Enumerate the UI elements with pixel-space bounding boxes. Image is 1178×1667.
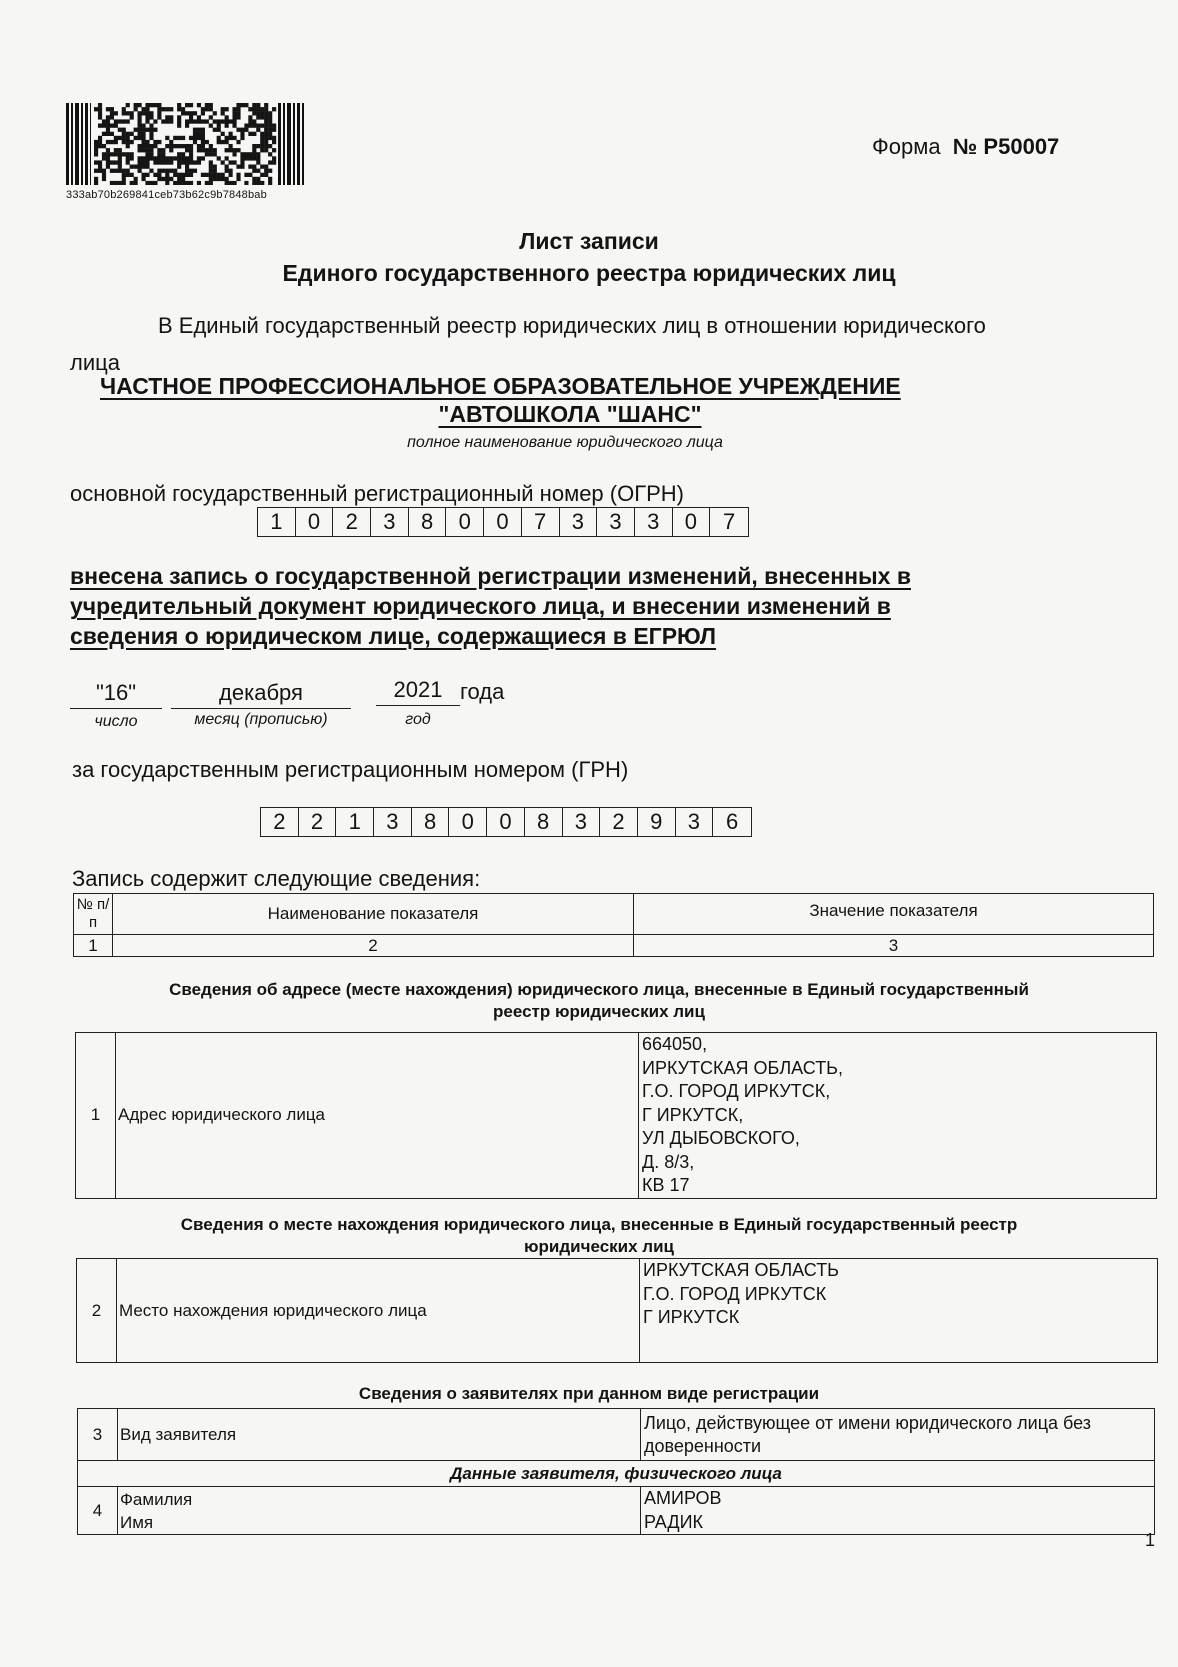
ogrn-digit: 0: [446, 508, 484, 536]
grn-digit: 3: [374, 808, 412, 836]
applicant-type-name: Вид заявителя: [118, 1409, 641, 1461]
date-year: 2021: [376, 677, 460, 706]
col-value-index: 3: [634, 935, 1154, 957]
applicant-name-labels: [118, 1487, 641, 1535]
applicant-surname-value: АМИРОВ: [644, 1488, 722, 1508]
section-location-title: [60, 1214, 1138, 1258]
entity-name-caption: полное наименование юридического лица: [407, 434, 723, 451]
ogrn-label: основной государственный регистрационный номер (ОГРН): [70, 481, 685, 506]
applicant-data-subheader: Данные заявителя, физического лица: [78, 1461, 1155, 1487]
page-number: 1: [1145, 1530, 1156, 1550]
location-table: [76, 1258, 1158, 1363]
grn-digit: 8: [412, 808, 450, 836]
applicant-type-num: 3: [78, 1409, 118, 1461]
form-label: Форма: [872, 134, 941, 159]
ogrn-digit: 1: [258, 508, 296, 536]
grn-digit: 1: [336, 808, 374, 836]
col-value-header: Значение показателя: [634, 894, 1154, 935]
ogrn-digit: 8: [409, 508, 447, 536]
form-number: [872, 134, 1059, 160]
ogrn-digit: 3: [635, 508, 673, 536]
location-value-list: [640, 1259, 1157, 1330]
address-row-name: Адрес юридического лица: [116, 1033, 639, 1199]
table-intro: Запись содержит следующие сведения:: [72, 866, 481, 891]
ogrn-digit: 0: [296, 508, 334, 536]
col-name-header: Наименование показателя: [113, 894, 634, 935]
applicants-table: [77, 1408, 1155, 1535]
applicant-type-value-line1: Лицо, действующее от имени юридического лица без: [644, 1412, 1092, 1433]
barcode-image: [66, 103, 304, 185]
applicant-surname-label: Фамилия: [120, 1489, 193, 1509]
address-value-line: Г ИРКУТСК,: [642, 1104, 744, 1125]
location-row-name: Место нахождения юридического лица: [117, 1259, 640, 1363]
address-value-line: Г.О. ГОРОД ИРКУТСК,: [642, 1081, 831, 1101]
applicant-name-values: [641, 1487, 1155, 1535]
address-value-line: УЛ ДЫБОВСКОГО,: [642, 1128, 800, 1148]
ogrn-digit: 0: [673, 508, 711, 536]
applicant-type-value-line2: доверенности: [644, 1436, 762, 1456]
address-value-list: [639, 1033, 1156, 1198]
ogrn-digit: 2: [333, 508, 371, 536]
grn-digit: 2: [261, 808, 299, 836]
location-row-values: [640, 1259, 1158, 1363]
ogrn-digit: 0: [484, 508, 522, 536]
header-table: [73, 893, 1154, 957]
grn-digit: 3: [676, 808, 714, 836]
grn-digit: 0: [449, 808, 487, 836]
location-row-num: 2: [77, 1259, 117, 1363]
grn-digit: 6: [725, 809, 739, 834]
record-line1: внесена запись о государственной регистрации изменений, внесенных в: [70, 563, 911, 589]
applicant-firstname-label: Имя: [120, 1512, 154, 1532]
address-value-line: 664050,: [642, 1034, 708, 1054]
grn-digit: 2: [299, 808, 337, 836]
ogrn-digit: 3: [597, 508, 635, 536]
grn-digit: 3: [563, 808, 601, 836]
grn-digit: 0: [487, 808, 525, 836]
doc-title-line2: Единого государственного реестра юридических лиц: [282, 260, 896, 286]
ogrn-digits: [257, 507, 749, 537]
entity-name-line2: "АВТОШКОЛА "ШАНС": [438, 401, 702, 427]
entity-name-line1: ЧАСТНОЕ ПРОФЕССИОНАЛЬНОЕ ОБРАЗОВАТЕЛЬНОЕ УЧРЕЖДЕНИЕ: [100, 373, 901, 399]
ogrn-digit: 3: [371, 508, 409, 536]
intro-line1: В Единый государственный реестр юридических лиц в отношении юридического: [158, 313, 986, 338]
grn-digit: 8: [525, 808, 563, 836]
grn-label: за государственным регистрационным номером (ГРН): [72, 757, 629, 782]
address-table: [75, 1032, 1157, 1199]
intro-line2: лица: [70, 350, 120, 375]
ogrn-digit: 7: [522, 508, 560, 536]
section-address-title-line1: Сведения об адресе (месте нахождения) юридического лица, внесенные в Единый государственный: [169, 980, 1029, 999]
col-num-index: 1: [74, 935, 113, 957]
ogrn-digit: 7: [722, 509, 736, 534]
address-value-line: Д. 8/3,: [642, 1151, 695, 1172]
grn-digits: [260, 807, 752, 837]
address-value-line: КВ 17: [642, 1175, 690, 1195]
col-num-header: № п/п: [74, 894, 113, 935]
address-value-line: ИРКУТСКАЯ ОБЛАСТЬ,: [642, 1057, 843, 1078]
date-year-caption: год: [405, 711, 431, 728]
section-applicants-title: Сведения о заявителях при данном виде регистрации: [358, 1384, 820, 1403]
record-line2: учредительный документ юридического лица, и внесении изменений в: [70, 593, 891, 619]
date-month-caption: месяц (прописью): [194, 711, 328, 728]
form-code: № Р50007: [952, 134, 1060, 159]
barcode-code: 333ab70b269841ceb73b62c9b7848bab: [66, 189, 267, 201]
location-value-line: Г.О. ГОРОД ИРКУТСК: [643, 1283, 827, 1304]
address-row-num: 1: [76, 1033, 116, 1199]
section-location-title-line2: юридических лиц: [524, 1237, 674, 1256]
applicant-name-num: 4: [78, 1487, 118, 1535]
date-day: "16": [70, 680, 162, 709]
date-suffix: года: [460, 679, 505, 704]
applicant-type-value: [641, 1409, 1155, 1461]
record-line3: сведения о юридическом лице, содержащиеся в ЕГРЮЛ: [70, 623, 717, 649]
address-row-values: [639, 1033, 1157, 1199]
applicant-firstname-value: РАДИК: [644, 1511, 704, 1532]
location-value-line: Г ИРКУТСК: [643, 1307, 740, 1327]
col-name-index: 2: [113, 935, 634, 957]
date-month: декабря: [171, 680, 351, 709]
location-value-line: ИРКУТСКАЯ ОБЛАСТЬ: [643, 1260, 839, 1280]
date-day-caption: число: [94, 713, 138, 730]
grn-digit: 9: [638, 808, 676, 836]
section-address-title: [60, 979, 1138, 1023]
grn-digit: 2: [600, 808, 638, 836]
doc-title-line1: Лист записи: [519, 228, 659, 254]
section-address-title-line2: реестр юридических лиц: [493, 1002, 705, 1021]
section-location-title-line1: Сведения о месте нахождения юридического лица, внесенные в Единый государственный реестр: [180, 1215, 1018, 1234]
ogrn-digit: 3: [560, 508, 598, 536]
